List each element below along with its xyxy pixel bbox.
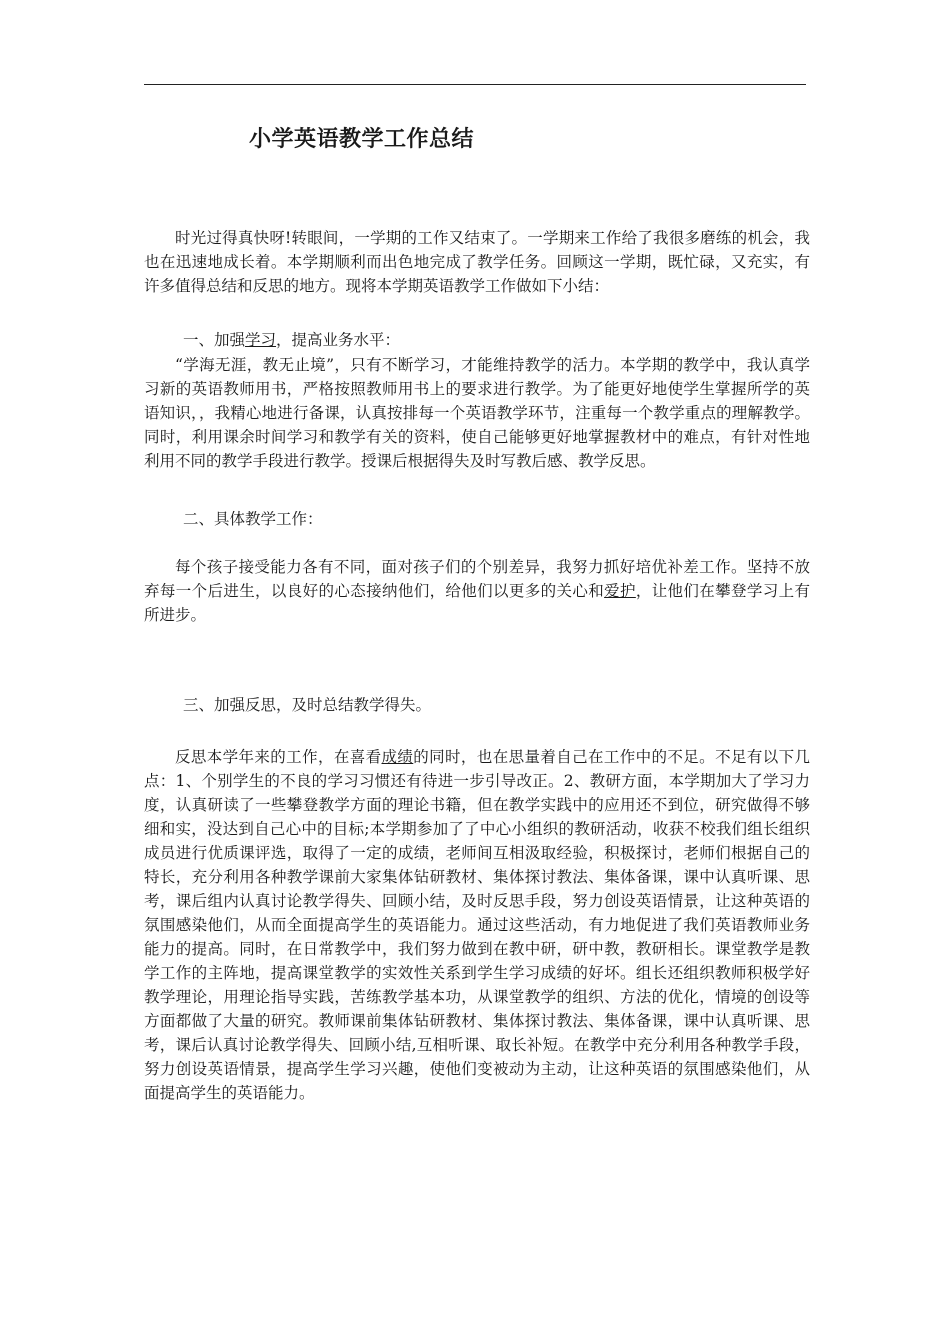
section1-heading-prefix: 一、加强 (183, 331, 246, 349)
document-title: 小学英语教学工作总结 (249, 127, 475, 152)
section1-paragraph: “学海无涯，教无止境”，只有不断学习，才能维持教学的活力。本学期的教学中，我认真学习新的英语教师用书，严格按照教师用书上的要求进行教学。为了能更好地使学生掌握所学的英语知识，，我精心地进行备课，认真按排每一个英语教学环节，注重每一个教学重点的理解教学。同时，利用课余时间学习和教学有关的资料，使自己能够更好地掌握教材中的难点，有针对性地利用不同的教学手段进行教学。授课后根据得失及时写教后感、教学反思。 (144, 356, 810, 470)
section3-text-before: 反思本学年来的工作，在喜看 (175, 748, 382, 766)
section1-heading-suffix: ，提高业务水平： (276, 331, 401, 349)
section1-heading (183, 328, 400, 352)
section3-heading: 三、加强反思，及时总结教学得失。 (183, 696, 432, 714)
section3-text-after: 的同时，也在思量着自己在工作中的不足。不足有以下几点：1、个别学生的不良的学习习惯还有待进一步引导改正。2、教研方面，本学期加大了学习力度，认真研读了一些攀登教学方面的理论书籍，但在教学实践中的应用还不到位，研究做得不够细和实，没达到自己心中的目标;本学期参加了了中心小组织的教研活动，收获不校我们组长组织成员进行优质课评选，取得了一定的成绩，老师间互相汲取经验，积极探讨，老师们根据自己的特长，充分利用各种教学课前大家集体钻研教材、集体探讨教法、集体备课，课中认真听课、思考，课后组内认真讨论教学得失、回顾小结，及时反思手段，努力创设英语情景，让这种英语的氛围感染他们，从而全面提高学生的英语能力。通过这些活动，有力地促进了我们英语教师业务能力的提高。同时，在日常教学中，我们努力做到在教中研，研中教，教研相长。课堂教学是教学工作的主阵地，提高课堂教学的实效性关系到学生学习成绩的好坏。组长还组织教师积极学好教学理论，用理论指导实践，苦练教学基本功，从课堂教学的组织、方法的优化，情境的创设等方面都做了大量的研究。教师课前集体钻研教材、集体探讨教法、集体备课，课中认真听课、思考，课后认真讨论教学得失、回顾小结,互相听课、取长补短。在教学中充分利用各种教学手段，努力创设英语情景，提高学生学习兴趣，使他们变被动为主动，让这种英语的氛围感染他们，从面提高学生的英语能力。 (144, 748, 810, 1102)
section2-paragraph (144, 555, 810, 627)
section1-heading-link[interactable]: 学习 (245, 331, 277, 349)
section2-text-before: 每个孩子接受能力各有不同，面对孩子们的个别差异，我努力抓好培优补差工作。坚持不放弃每一个后进生，以良好的心态接纳他们，给他们以更多的关心和 (144, 558, 810, 600)
section2-link[interactable]: 爱护 (604, 582, 636, 600)
intro-paragraph: 时光过得真快呀!转眼间，一学期的工作又结束了。一学期来工作给了我很多磨练的机会，我也在迅速地成长着。本学期顺利而出色地完成了教学任务。回顾这一学期，既忙碌，又充实，有许多值得总结和反思的地方。现将本学期英语教学工作做如下小结： (144, 229, 810, 295)
section3-paragraph (144, 745, 810, 1105)
section3-link[interactable]: 成绩 (381, 748, 414, 766)
header-rule (144, 84, 806, 85)
section2-text-after: ，让他们在攀登学习上有所进步。 (144, 582, 810, 624)
section2-heading: 二、具体教学工作： (183, 510, 323, 528)
